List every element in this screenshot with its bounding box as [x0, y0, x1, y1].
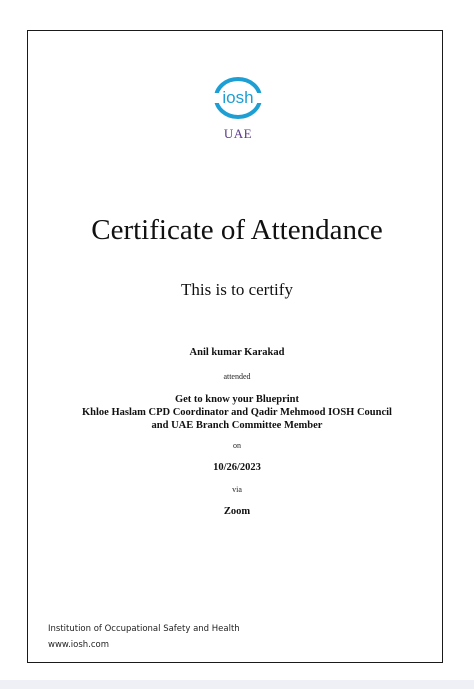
event-description	[30, 393, 444, 432]
attended-label: attended	[223, 372, 251, 381]
event-title: Get to know your Blueprint	[174, 394, 300, 405]
page-bottom-strip	[0, 680, 474, 689]
recipient-name: Anil kumar Karakad	[189, 347, 285, 358]
logo-subtitle: UAE	[223, 126, 253, 141]
iosh-logo-icon	[212, 76, 264, 120]
via-label: via	[232, 485, 242, 494]
event-line: Khloe Haslam CPD Coordinator and Qadir Mehmood IOSH Council	[82, 407, 392, 418]
event-platform: Zoom	[223, 506, 251, 517]
certify-text: This is to certify	[181, 280, 293, 299]
footer-website: www.iosh.com	[48, 640, 110, 650]
certificate-title: Certificate of Attendance	[91, 214, 383, 246]
event-date: 10/26/2023	[213, 462, 261, 473]
logo-wordmark: iosh	[222, 88, 254, 107]
on-label: on	[233, 441, 241, 450]
footer-organization: Institution of Occupational Safety and Health	[48, 624, 240, 634]
event-line: and UAE Branch Committee Member	[151, 420, 323, 431]
